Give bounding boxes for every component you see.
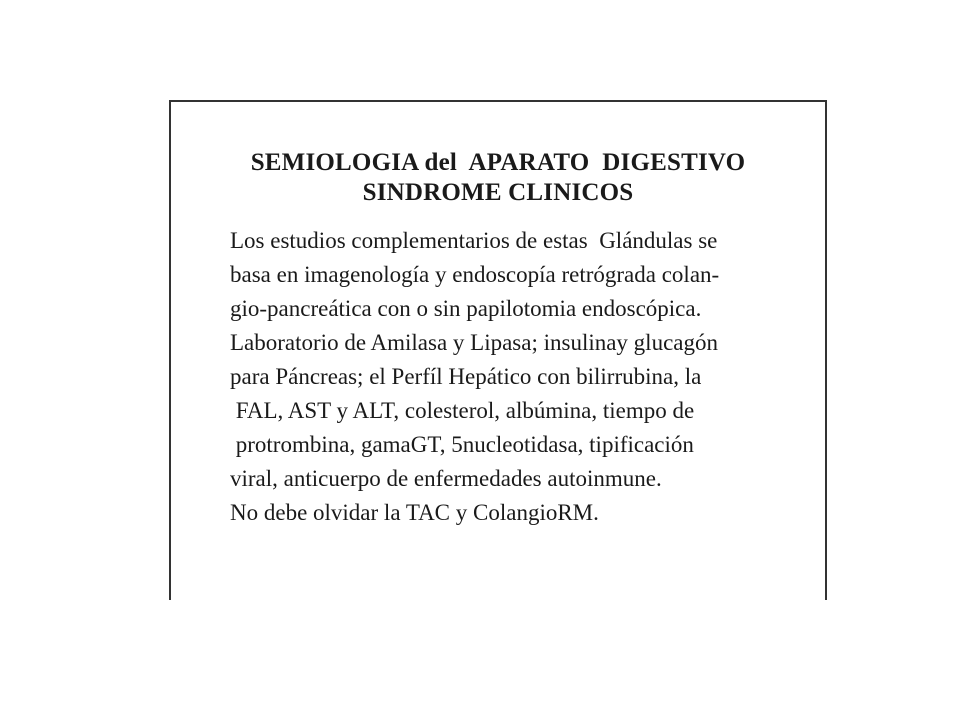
body-line-9: No debe olvidar la TAC y ColangioRM.	[230, 500, 599, 525]
document-title-line-1: SEMIOLOGIA del APARATO DIGESTIVO	[250, 149, 746, 176]
body-line-7: protrombina, gamaGT, 5nucleotidasa, tipificación	[230, 432, 694, 457]
body-line-2: basa en imagenología y endoscopía retrógrada colan-	[230, 262, 720, 287]
body-line-3: gio-pancreática con o sin papilotomia endoscópica.	[230, 296, 702, 321]
body-line-4: Laboratorio de Amilasa y Lipasa; insulinay glucagón	[230, 330, 718, 355]
body-line-5: para Páncreas; el Perfíl Hepático con bilirrubina, la	[230, 364, 702, 389]
body-line-1: Los estudios complementarios de estas Glándulas se	[230, 228, 718, 253]
body-line-6: FAL, AST y ALT, colesterol, albúmina, tiempo de	[230, 398, 695, 423]
document-frame	[169, 100, 827, 600]
document-title-line-2: SINDROME CLINICOS	[362, 179, 634, 206]
body-line-8: viral, anticuerpo de enfermedades autoinmune.	[230, 466, 662, 491]
